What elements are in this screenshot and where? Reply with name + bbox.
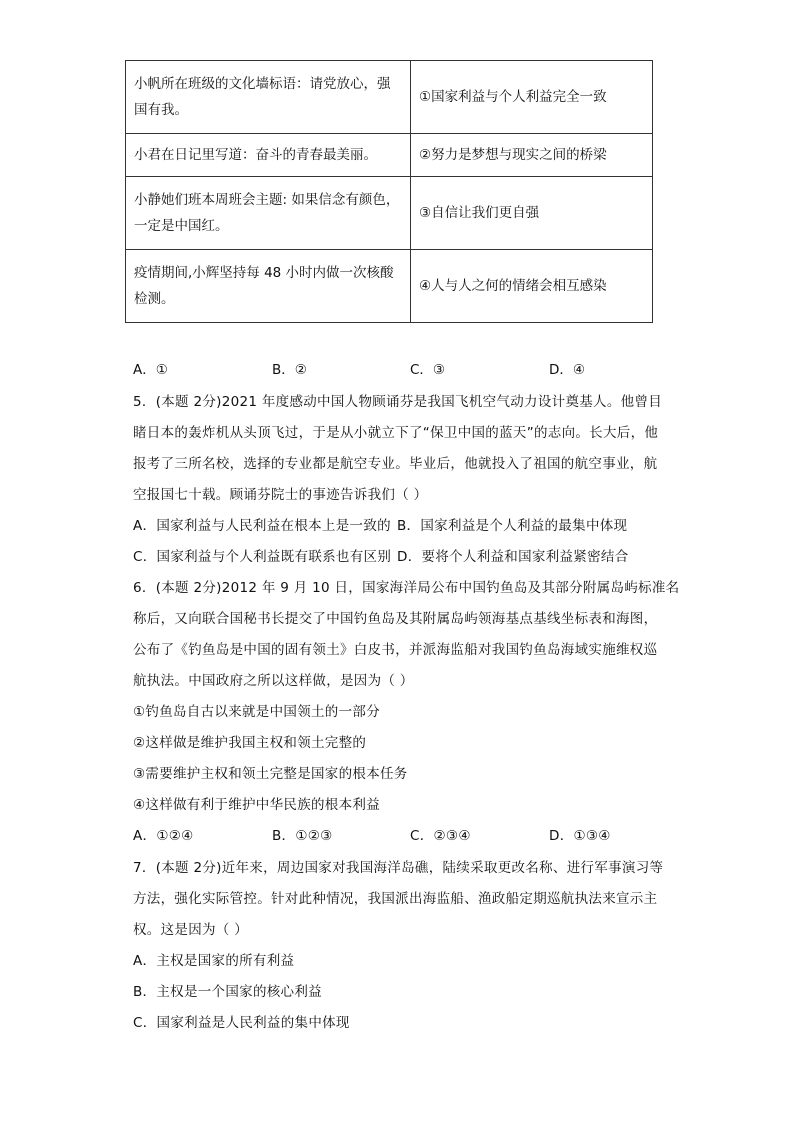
question-7: [133, 853, 663, 1039]
q5-option-c[interactable]: C．国家利益与个人利益既有联系也有区别: [133, 549, 392, 565]
q6-statement: ③需要维护主权和领土完整是国家的根本任务: [133, 766, 408, 782]
q5-options-row: [133, 542, 663, 573]
q5-options-row: [133, 511, 663, 542]
q7-stem-line: 权。这是因为（ ）: [133, 922, 248, 938]
q7-option-b[interactable]: B．主权是一个国家的核心利益: [133, 984, 322, 1000]
q6-stem-line: 6．(本题 2分)2012 年 9 月 10 日，国家海洋局公布中国钓鱼岛及其部分附属岛屿标准名: [133, 580, 680, 596]
q7-stem-line: 7．(本题 2分)近年来，周边国家对我国海洋岛礁，陆续采取更改名称、进行军事演习等: [133, 860, 664, 876]
q6-option-c[interactable]: C．②③④: [410, 828, 471, 844]
question-6: [133, 573, 680, 852]
table-cell-principle: ②努力是梦想与现实之间的桥梁: [411, 134, 653, 177]
q4-option-c[interactable]: C．③: [410, 362, 446, 378]
table-cell-principle: ④人与人之何的情绪会相互感染: [411, 250, 653, 323]
q5-option-b[interactable]: B．国家利益是个人利益的最集中体现: [397, 518, 628, 534]
q6-stem-line: 称后，又向联合国秘书长提交了中国钓鱼岛及其附属岛屿领海基点基线坐标表和海图，: [133, 611, 658, 627]
q6-statement: ④这样做有利于维护中华民族的根本利益: [133, 797, 381, 813]
q5-stem-line: 空报国七十载。顾诵芬院士的事迹告诉我们（ ）: [133, 487, 428, 503]
q7-option-c[interactable]: C．国家利益是人民利益的集中体现: [133, 1015, 350, 1031]
q6-option-b[interactable]: B．①②③: [272, 828, 333, 844]
table-row: [126, 177, 653, 250]
q5-stem-line: 睹日本的轰炸机从头顶飞过，于是从小就立下了“保卫中国的蓝天”的志向。长大后，他: [133, 425, 659, 441]
q4-option-a[interactable]: A．①: [133, 362, 168, 378]
q5-stem-line: 报考了三所名校，选择的专业都是航空专业。毕业后，他就投入了祖国的航空事业，航: [133, 456, 658, 472]
q5-option-d[interactable]: D．要将个人利益和国家利益紧密结合: [397, 549, 629, 565]
q4-option-b[interactable]: B．②: [272, 362, 307, 378]
question-5: [133, 387, 663, 573]
q5-stem-line: 5．(本题 2分)2021 年度感动中国人物顾诵芬是我国飞机空气动力设计奠基人。他曾目: [133, 394, 663, 410]
table-row: [126, 250, 653, 323]
q6-option-a[interactable]: A．①②④: [133, 828, 194, 844]
q4-options: [133, 360, 663, 380]
q6-option-d[interactable]: D．①③④: [549, 828, 611, 844]
q7-stem-line: 方法，强化实际管控。针对此种情况，我国派出海监船、渔政船定期巡航执法来宣示主: [133, 891, 658, 907]
table-row: [126, 61, 653, 134]
table-cell-scenario: 小静她们班本周班会主题: 如果信念有颜色，一定是中国红。: [126, 177, 411, 250]
q6-stem-line: 航执法。中国政府之所以这样做，是因为（ ）: [133, 673, 414, 689]
q6-stem-line: 公布了《钓鱼岛是中国的固有领土》白皮书，并派海监船对我国钓鱼岛海域实施维权巡: [133, 642, 658, 658]
table-cell-scenario: 疫情期间,小辉坚持每 48 小时内做一次核酸检测。: [126, 250, 411, 323]
table-cell-scenario: 小君在日记里写道：奋斗的青春最美丽。: [126, 134, 411, 177]
q5-option-a[interactable]: A．国家利益与人民利益在根本上是一致的: [133, 518, 391, 534]
q6-options-row: [133, 821, 663, 852]
table-row: [126, 134, 653, 177]
q7-option-a[interactable]: A．主权是国家的所有利益: [133, 953, 295, 969]
q6-statement: ①钓鱼岛自古以来就是中国领土的一部分: [133, 704, 381, 720]
matching-table: [125, 60, 653, 323]
table-cell-principle: ③自信让我们更自强: [411, 177, 653, 250]
q6-statement: ②这样做是维护我国主权和领土完整的: [133, 735, 367, 751]
table-cell-principle: ①国家利益与个人利益完全一致: [411, 61, 653, 134]
q4-option-d[interactable]: D．④: [549, 362, 585, 378]
table-cell-scenario: 小帆所在班级的文化墙标语：请党放心，强国有我。: [126, 61, 411, 134]
